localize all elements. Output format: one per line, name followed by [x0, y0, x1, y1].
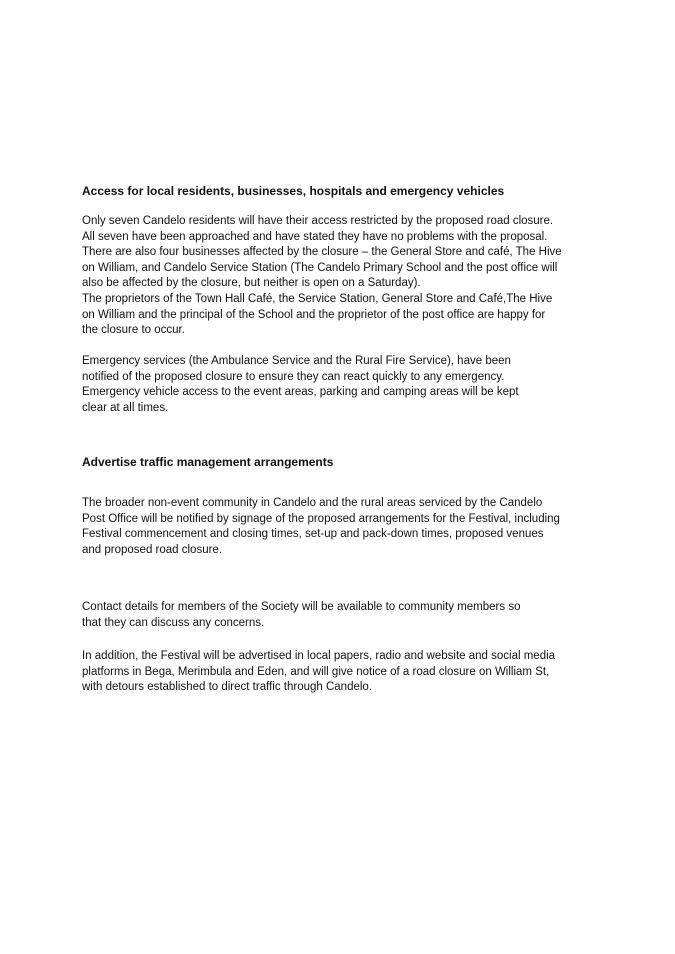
paragraph-line: The proprietors of the Town Hall Café, the Service Station, General Store and Café,The Hive — [82, 292, 553, 305]
paragraph-advertising — [82, 649, 555, 696]
paragraph-line: There are also four businesses affected by the closure – the General Store and café, The Hive — [82, 246, 562, 259]
paragraph-line: platforms in Bega, Merimbula and Eden, and will give notice of a road closure on William St, — [82, 665, 550, 678]
paragraph-broader-community — [82, 496, 560, 558]
paragraph-contact-details — [82, 600, 520, 631]
paragraph-line: and proposed road closure. — [82, 543, 223, 556]
paragraph-line: on William, and Candelo Service Station (The Candelo Primary School and the post office will — [82, 261, 558, 274]
paragraph-line: notified of the proposed closure to ensure they can react quickly to any emergency. — [82, 370, 505, 383]
paragraph-line: with detours established to direct traffic through Candelo. — [82, 681, 373, 694]
paragraph-line: Festival commencement and closing times, set-up and pack-down times, proposed venues — [82, 528, 544, 541]
section-heading-advertise: Advertise traffic management arrangements — [82, 455, 334, 469]
paragraph-line: Emergency services (the Ambulance Service and the Rural Fire Service), have been — [82, 355, 511, 367]
paragraph-line: that they can discuss any concerns. — [82, 616, 265, 629]
paragraph-line: Post Office will be notified by signage of the proposed arrangements for the Festival, including — [82, 512, 560, 525]
paragraph-line: Emergency vehicle access to the event areas, parking and camping areas will be kept — [82, 386, 519, 399]
section-heading-access: Access for local residents, businesses, hospitals and emergency vehicles — [82, 184, 505, 198]
paragraph-access-residents — [82, 214, 562, 339]
paragraph-line: Only seven Candelo residents will have their access restricted by the proposed road closure. — [82, 215, 554, 227]
paragraph-line: All seven have been approached and have stated they have no problems with the proposal. — [82, 230, 548, 243]
paragraph-emergency-services — [82, 354, 519, 416]
paragraph-line: In addition, the Festival will be advertised in local papers, radio and website and social media — [82, 650, 556, 662]
paragraph-line: Contact details for members of the Society will be available to community members so — [82, 601, 521, 613]
paragraph-line: clear at all times. — [82, 401, 169, 414]
paragraph-line: on William and the principal of the School and the proprietor of the post office are happy for — [82, 308, 546, 321]
paragraph-line: also be affected by the closure, but neither is open on a Saturday). — [82, 277, 421, 290]
paragraph-line: The broader non-event community in Candelo and the rural areas serviced by the Candelo — [82, 497, 543, 509]
paragraph-line: the closure to occur. — [82, 324, 185, 337]
